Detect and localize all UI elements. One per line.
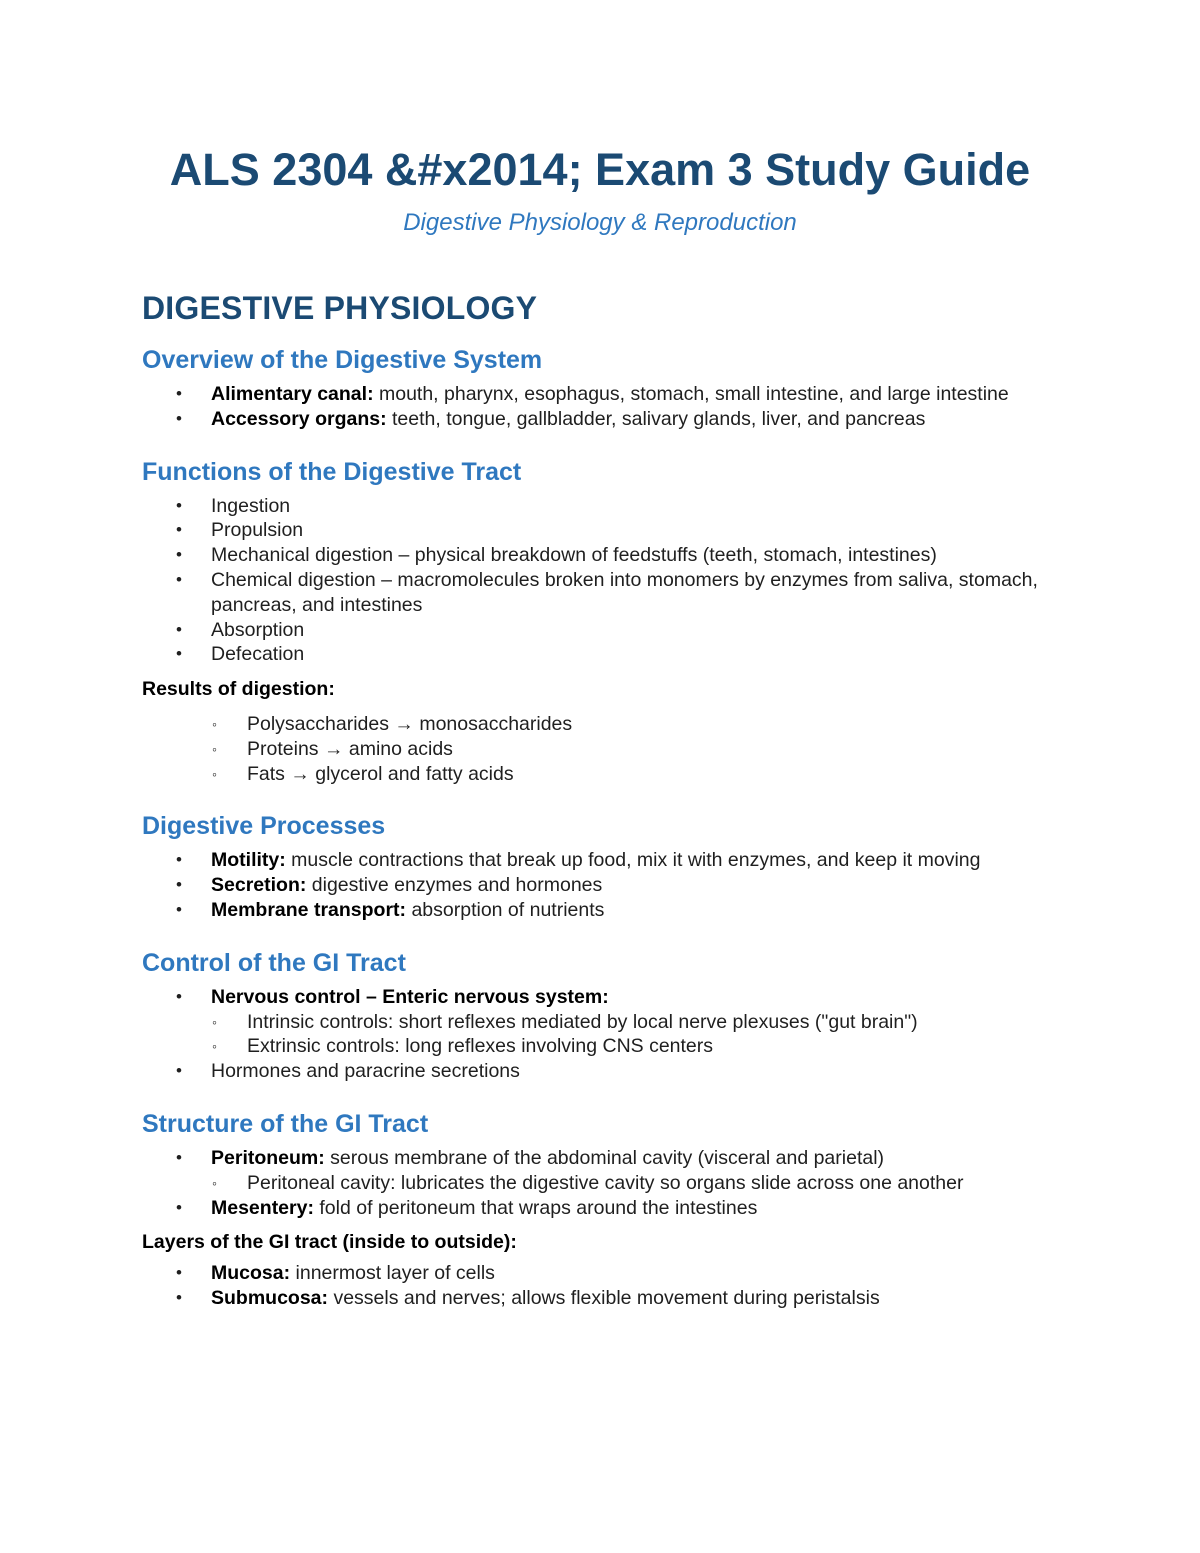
list-item: • Hormones and paracrine secretions [142, 1059, 1062, 1084]
processes-list [142, 848, 1062, 922]
results-label: Results of digestion: [142, 678, 335, 701]
heading-control: Control of the GI Tract [142, 948, 406, 977]
list-item: • Defecation [142, 642, 1062, 667]
list-item: • Absorption [142, 618, 1062, 643]
heading-functions: Functions of the Digestive Tract [142, 457, 522, 486]
heading-structure: Structure of the GI Tract [142, 1109, 429, 1138]
peritoneum-sublist [211, 1171, 1062, 1196]
list-item: • Submucosa: vessels and nerves; allows flexible movement during peristalsis [142, 1286, 1062, 1311]
document-body [142, 344, 1062, 1311]
list-item: • Propulsion [142, 518, 1062, 543]
document-subtitle: Digestive Physiology & Reproduction [403, 209, 797, 236]
list-item: ◦ Extrinsic controls: long reflexes involving CNS centers [211, 1034, 1062, 1059]
layers-list [142, 1261, 1062, 1311]
list-item: • Nervous control – Enteric nervous system: ◦ Intrinsic controls: short reflexes mediated by local nerve plexuses ("gut brain") ◦ Extrinsic controls: long reflexes involving CNS centers [142, 985, 1062, 1059]
list-item: • Ingestion [142, 494, 1062, 519]
overview-list [142, 382, 1062, 432]
list-item: • Motility: muscle contractions that break up food, mix it with enzymes, and keep it moving [142, 848, 1062, 873]
list-item: • Membrane transport: absorption of nutrients [142, 898, 1062, 923]
list-item: ◦ Intrinsic controls: short reflexes mediated by local nerve plexuses ("gut brain") [211, 1010, 1062, 1035]
list-item: • Mucosa: innermost layer of cells [142, 1261, 1062, 1286]
nervous-sublist [211, 1010, 1062, 1060]
list-item: • Chemical digestion – macromolecules broken into monomers by enzymes from saliva, stomach, pancreas, and intestines [142, 568, 1062, 618]
layers-label: Layers of the GI tract (inside to outside): [142, 1231, 517, 1254]
list-item: • Secretion: digestive enzymes and hormones [142, 873, 1062, 898]
list-item: • Peritoneum: serous membrane of the abdominal cavity (visceral and parietal) ◦ Peritoneal cavity: lubricates the digestive cavity so organs slide across one another [142, 1146, 1062, 1196]
list-item: • Mesentery: fold of peritoneum that wraps around the intestines [142, 1196, 1062, 1221]
heading-overview: Overview of the Digestive System [142, 346, 543, 374]
list-item: ◦ Fats → glycerol and fatty acids [142, 762, 1062, 787]
control-list [142, 985, 1062, 1084]
list-item: • Accessory organs: teeth, tongue, gallbladder, salivary glands, liver, and pancreas [142, 407, 1062, 432]
functions-list [142, 494, 1062, 668]
list-item: • Mechanical digestion – physical breakdown of feedstuffs (teeth, stomach, intestines) [142, 543, 1062, 568]
structure-list [142, 1146, 1062, 1220]
document-title: ALS 2304 &#x2014; Exam 3 Study Guide [169, 144, 1031, 195]
section-title: DIGESTIVE PHYSIOLOGY [142, 290, 538, 326]
heading-processes: Digestive Processes [142, 812, 386, 841]
list-item: • Alimentary canal: mouth, pharynx, esophagus, stomach, small intestine, and large intestine [142, 382, 1062, 407]
list-item: ◦ Polysaccharides → monosaccharides [142, 712, 1062, 737]
list-item: ◦ Peritoneal cavity: lubricates the digestive cavity so organs slide across one another [211, 1171, 1062, 1196]
results-list [142, 712, 1062, 786]
list-item: ◦ Proteins → amino acids [142, 737, 1062, 762]
